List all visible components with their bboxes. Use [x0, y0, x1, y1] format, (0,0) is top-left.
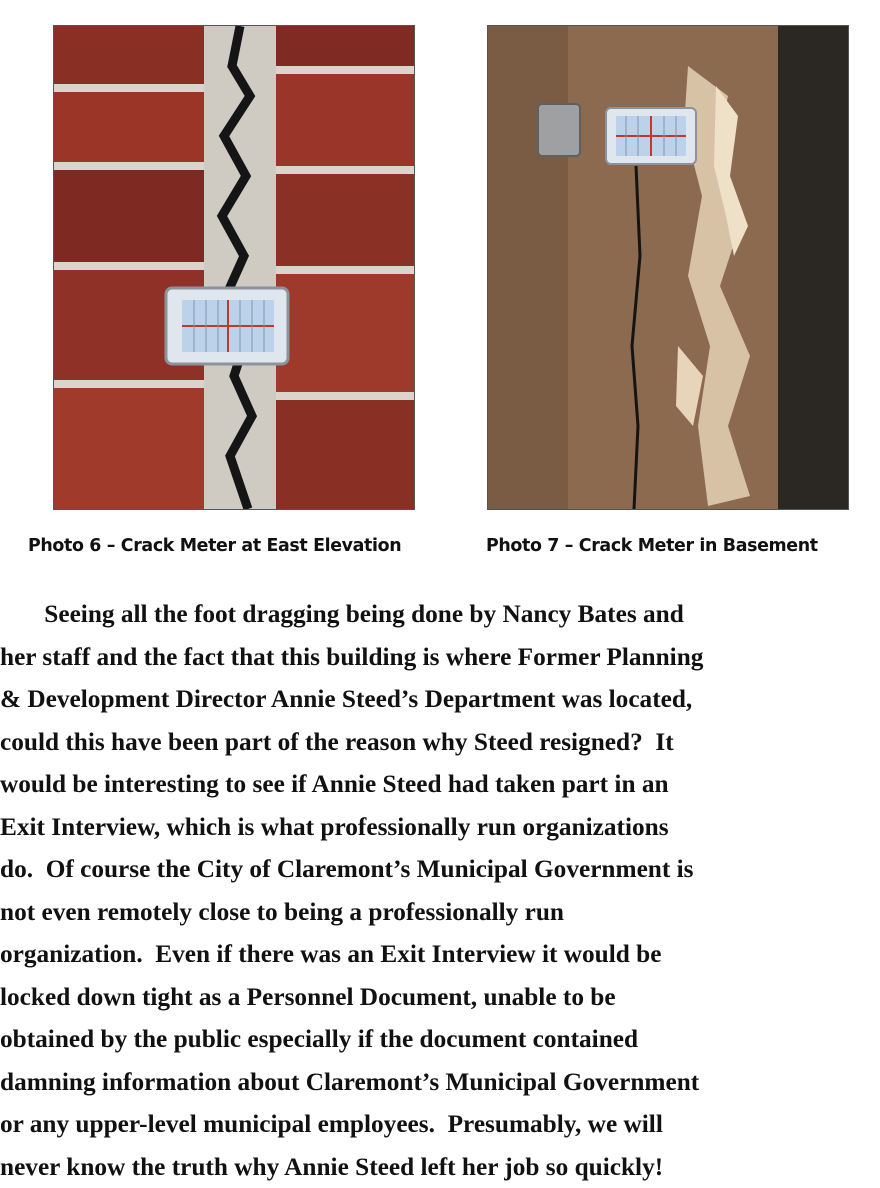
crack-meter-brick-photo-icon	[54, 26, 414, 509]
body-paragraph	[0, 593, 880, 1188]
paragraph-line: or any upper-level municipal employees. Presumably, we will	[0, 1103, 880, 1146]
paragraph-line: Seeing all the foot dragging being done by Nancy Bates and	[0, 593, 880, 636]
paragraph-line: & Development Director Annie Steed’s Department was located,	[0, 678, 880, 721]
paragraph-line: do. Of course the City of Claremont’s Municipal Government is	[0, 848, 880, 891]
paragraph-line: organization. Even if there was an Exit Interview it would be	[0, 933, 880, 976]
paragraph-line: never know the truth why Annie Steed left her job so quickly!	[0, 1146, 880, 1188]
paragraph-line: not even remotely close to being a professionally run	[0, 891, 880, 934]
photo-6-caption: Photo 6 – Crack Meter at East Elevation	[28, 536, 401, 556]
photo-crack-meter-basement	[487, 25, 849, 510]
paragraph-line: obtained by the public especially if the document contained	[0, 1018, 880, 1061]
paragraph-line: her staff and the fact that this building is where Former Planning	[0, 636, 880, 679]
paragraph-line: damning information about Claremont’s Municipal Government	[0, 1061, 880, 1104]
photo-7-caption: Photo 7 – Crack Meter in Basement	[486, 536, 818, 556]
paragraph-line: locked down tight as a Personnel Document, unable to be	[0, 976, 880, 1019]
photo-crack-meter-east-elevation	[53, 25, 415, 510]
paragraph-line: Exit Interview, which is what professionally run organizations	[0, 806, 880, 849]
crack-meter-basement-photo-icon	[488, 26, 848, 509]
paragraph-line: could this have been part of the reason why Steed resigned? It	[0, 721, 880, 764]
paragraph-line: would be interesting to see if Annie Steed had taken part in an	[0, 763, 880, 806]
